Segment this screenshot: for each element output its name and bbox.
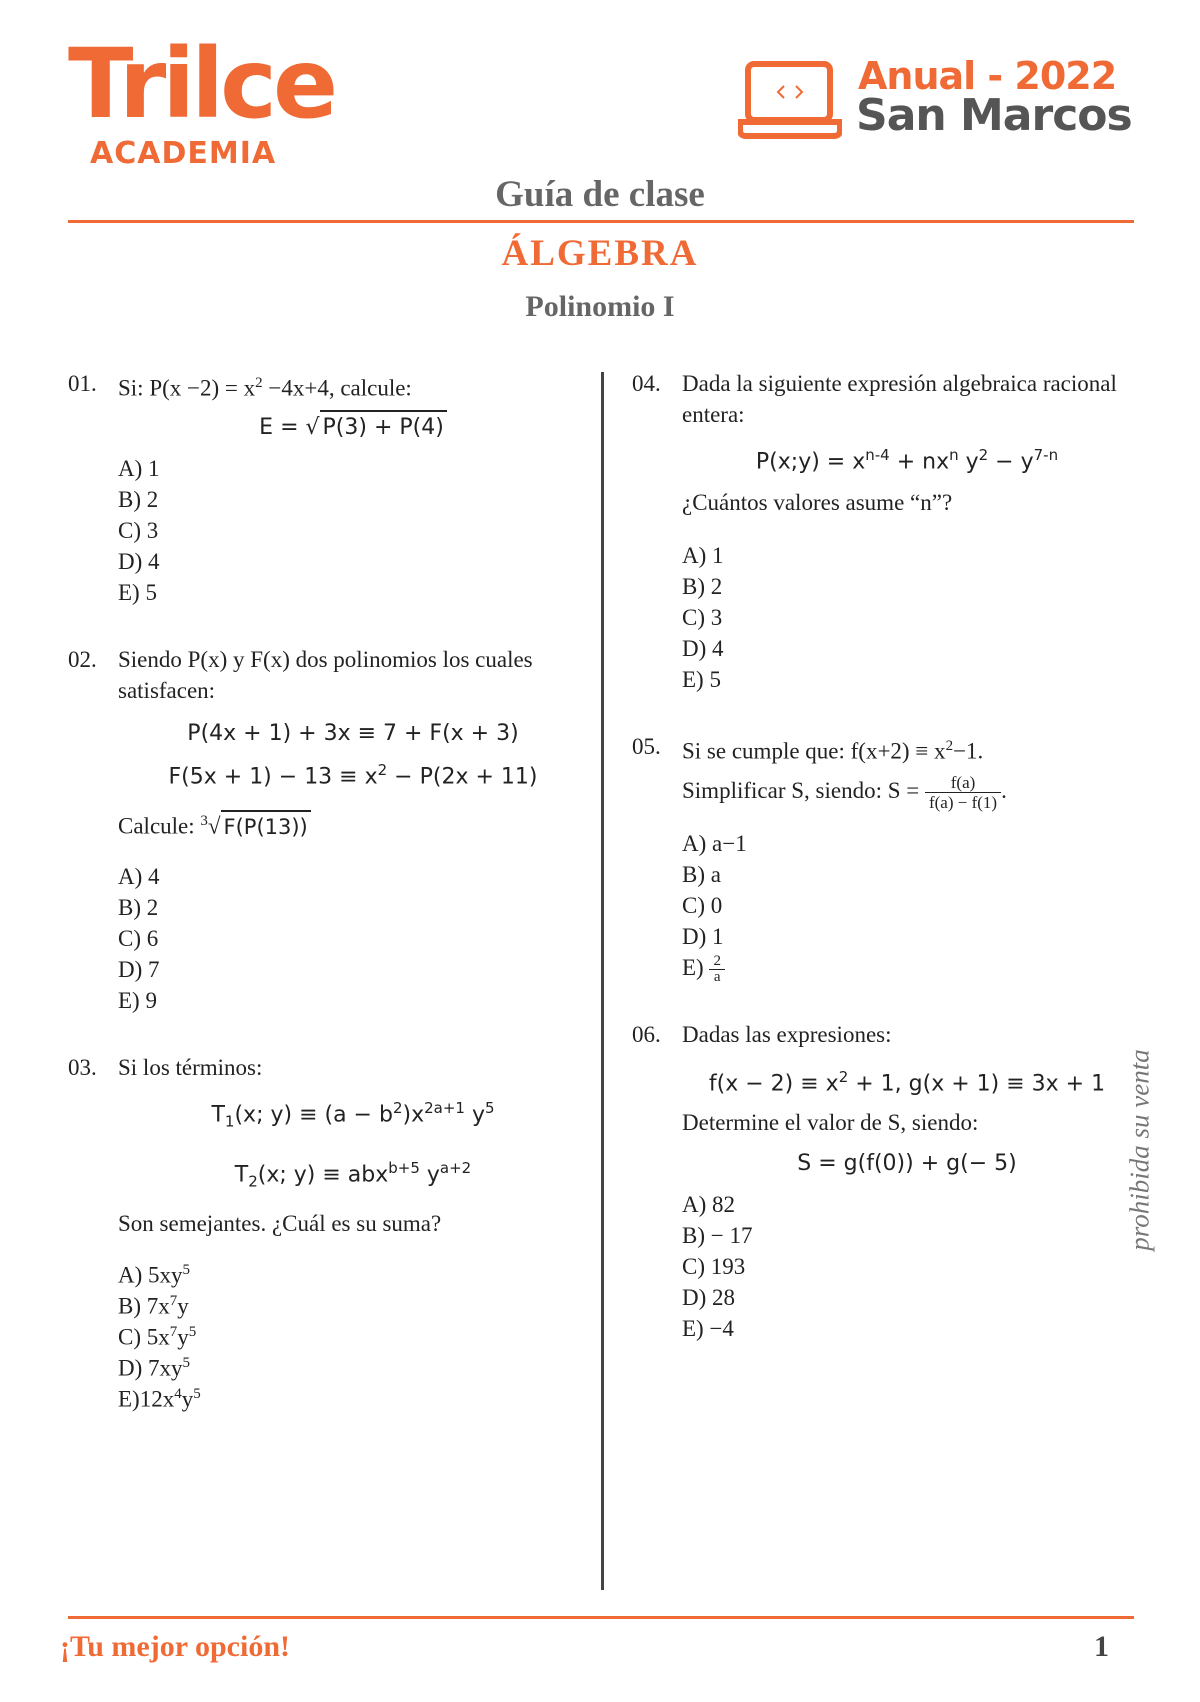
option-b: B) − 17 [682, 1223, 753, 1249]
answer-options [682, 540, 1132, 695]
option-c: C) 3 [682, 605, 723, 631]
polynomial-expression: P(x;y) = $x^{n-4} + nx^n$ $y^2 - y^{7-n}$ [755, 446, 1059, 475]
column-divider [601, 372, 604, 1590]
question-03 [68, 1052, 588, 1410]
header-rule [68, 220, 1134, 223]
option-b: B) $7x^7y$ [118, 1293, 189, 1319]
question-05 [632, 731, 1132, 986]
option-c: C) 193 [682, 1254, 746, 1280]
question-01 [68, 368, 588, 608]
option-d: D) 4 [682, 636, 724, 662]
option-b: B) 2 [118, 486, 159, 512]
function-definitions: $f(x - 2) \equiv x^2 + 1$, g(x + 1) ≡ 3x + 1 [708, 1067, 1106, 1097]
question-number: 05. [632, 734, 661, 760]
answer-options [118, 453, 588, 608]
subject-title: ÁLGEBRA [501, 233, 699, 274]
question-prompt: ¿Cuántos valores asume “n”? [682, 490, 953, 516]
question-stem: Dadas las expresiones: [682, 1021, 892, 1047]
option-e: E) 5 [682, 667, 721, 693]
option-c: C) 6 [118, 925, 159, 951]
answer-options [118, 1255, 588, 1410]
calculate-expression: Calcule: $^3$√ F(P(13)) [118, 806, 588, 843]
question-number: 04. [632, 371, 661, 396]
page-number: 1 [1094, 1630, 1109, 1663]
option-c: C) $5x^7y^5$ [118, 1324, 197, 1350]
question-stem: Dada la siguiente expresión algebraica racional entera: [682, 371, 1117, 427]
program-year: Anual - 2022 [858, 54, 1117, 98]
trilce-logo [68, 28, 335, 171]
term-t1: $T_1(x$; $y) \equiv (a - b^2)x^{2a+1}$ $y^5$ [211, 1098, 495, 1131]
option-a: A) 1 [682, 543, 724, 569]
s-fraction: $\frac{f(a)}{f(a) - f(1)}$ [925, 773, 1001, 812]
option-a: A) $5xy^5$ [118, 1262, 191, 1288]
guide-title: Guía de clase [495, 174, 705, 215]
question-number: 03. [68, 1054, 97, 1080]
option-d: D) 28 [682, 1285, 736, 1311]
option-a: A) a−1 [682, 830, 747, 856]
option-e: $E)12x^4y^5$ [118, 1386, 201, 1412]
question-prompt: Son semejantes. ¿Cuál es su suma? [118, 1211, 442, 1237]
question-stem: Si: $P(x -2) = x^2 -4x+4$, calcule: [118, 375, 412, 401]
question-number: 02. [68, 646, 97, 672]
option-e: E) 9 [118, 987, 157, 1013]
option-b: B) a [682, 861, 721, 887]
option-a: A) 4 [118, 863, 160, 889]
option-c: C) 3 [118, 517, 159, 543]
s-equation: S = g(f(0)) + g(− 5) [797, 1151, 1017, 1177]
option-e: E) −4 [682, 1316, 734, 1342]
topic-title: Polinomio I [525, 290, 675, 323]
answer-options [682, 828, 1132, 986]
option-d: D) $7xy^5$ [118, 1355, 191, 1381]
right-column [632, 368, 1132, 1344]
question-stem: Siendo P(x) y F(x) dos polinomios los cuales satisfacen: [118, 646, 533, 703]
logo-sub-text: ACADEMIA [90, 136, 277, 171]
equation-2: $F(5x + 1) - 13 \equiv x^2 - P(2x + 11)$ [168, 760, 538, 789]
option-c: C) 0 [682, 892, 723, 918]
option-b: B) 2 [118, 894, 159, 920]
option-e: E) $\frac{2}{a}$ [682, 952, 1132, 983]
question-number: 01. [68, 371, 97, 396]
answer-options [118, 861, 588, 1016]
watermark-text: prohibida su venta [1124, 1049, 1155, 1251]
option-d: D) 1 [682, 923, 724, 949]
option-d: D) 7 [118, 956, 160, 982]
option-a: A) 1 [118, 455, 160, 481]
option-a: A) 82 [682, 1192, 736, 1218]
question-prompt: Determine el valor de S, siendo: [682, 1110, 979, 1136]
option-b: B) 2 [682, 574, 723, 600]
left-column [68, 368, 588, 1410]
logo-main-text: Trilce [68, 28, 335, 140]
program-badge [738, 54, 1138, 142]
equation-e: E = √ P(3) + P(4) [118, 410, 588, 443]
footer-slogan: ¡Tu mejor opción! [60, 1630, 291, 1663]
laptop-icon [738, 60, 842, 142]
option-e: E) 5 [118, 579, 157, 605]
question-04 [632, 368, 1132, 695]
term-t2: $T_2(x$; y) ≡ abx$^{b+5}$ $y^{a+2}$ [234, 1159, 472, 1192]
question-06 [632, 1019, 1132, 1344]
footer-rule [68, 1616, 1134, 1619]
question-stem: Si los términos: [118, 1054, 263, 1080]
question-stem: Si se cumple que: $f(x+2) \equiv x^2-1$. [682, 738, 984, 764]
program-name: San Marcos [856, 90, 1132, 141]
option-d: D) 4 [118, 548, 160, 574]
answer-options [682, 1189, 1132, 1344]
equation-1: P(4x + 1) + 3x ≡ 7 + F(x + 3) [187, 720, 519, 746]
question-number: 06. [632, 1021, 661, 1047]
question-02 [68, 644, 588, 1016]
simplify-expression: Simplificar S, siendo: S = $\frac{f(a)}{f(a) - f(1)}$ . [682, 772, 1007, 812]
